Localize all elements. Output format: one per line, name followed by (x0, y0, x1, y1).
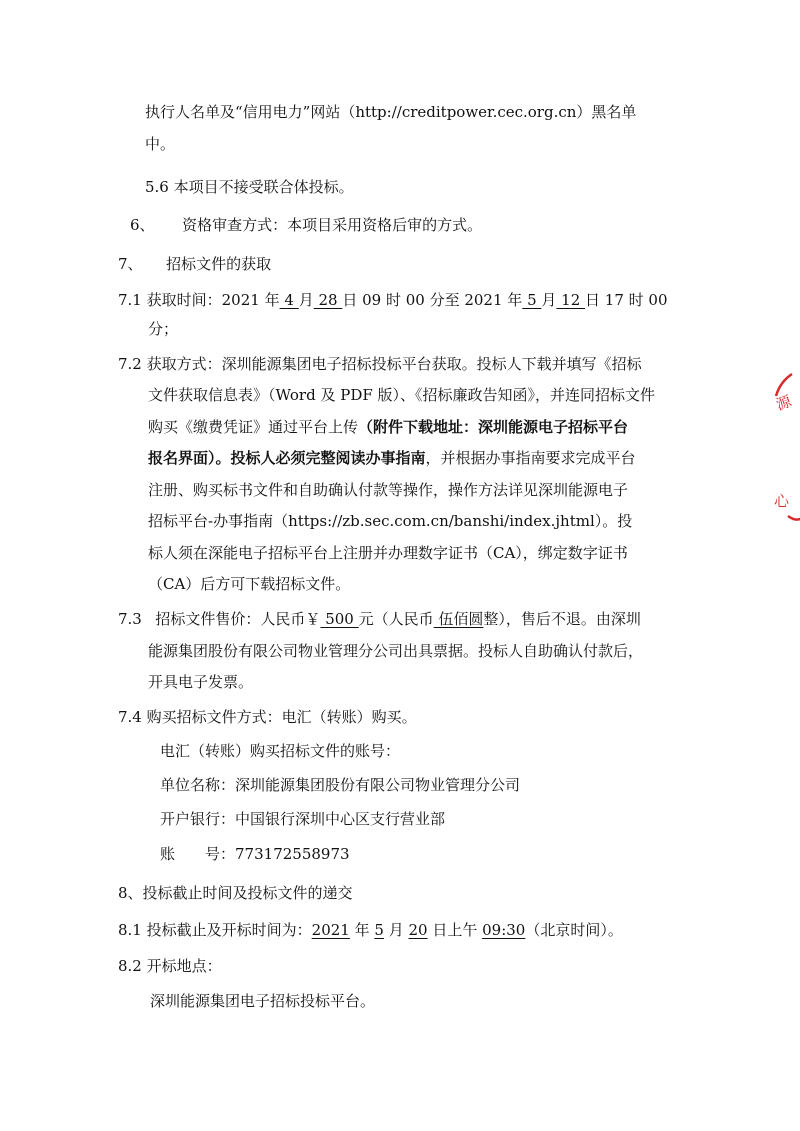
month-label: 月 (383, 921, 409, 939)
item-7-2-line4-text: ，并根据办事指南要求完成平台 (425, 449, 636, 467)
section-8-heading (118, 882, 353, 904)
end-month: 5 (522, 291, 542, 309)
section-6 (130, 214, 482, 236)
item-7-2-line3 (148, 416, 628, 438)
start-day: 28 (313, 291, 343, 309)
item-7-3-line2: 能源集团股份有限公司物业管理分公司出具票据。投标人自助确认付款后， (148, 642, 644, 660)
year-label: 年 (349, 921, 375, 939)
item-7-1-number: 7.1 (118, 291, 142, 309)
account-number-line (160, 843, 350, 865)
item-7-2-line1 (118, 353, 642, 375)
item-7-4-text: 购买招标文件方式：电汇（转账）购买。 (146, 708, 417, 726)
item-7-2-line7: 标人须在深能电子招标平台上注册并办理数字证书（CA），绑定数字证书 (148, 544, 628, 562)
item-8-2 (118, 955, 222, 977)
s5-line2: 中。 (145, 135, 176, 153)
month-label: 月 (541, 291, 557, 309)
item-7-1-line1 (118, 289, 668, 311)
seal-character: 源 (773, 391, 794, 414)
item-7-2-line4 (148, 447, 636, 469)
account-unit-name: 单位名称：深圳能源集团股份有限公司物业管理分公司 (160, 776, 521, 794)
start-month: 4 (279, 291, 299, 309)
item-7-3-post: 整），售后不退。由深圳 (483, 610, 641, 628)
day-label: 日上午 (427, 921, 483, 939)
item-7-3-text: 招标文件售价：人民币￥ (155, 610, 321, 628)
item-8-1 (118, 919, 623, 941)
item-7-4-number: 7.4 (118, 708, 142, 726)
item-7-1-line2: 分； (148, 320, 179, 338)
item-7-1-mid: 日 09 时 00 分至 2021 年 (342, 291, 523, 309)
item-7-2-line2: 文件获取信息表》（Word 及 PDF 版）、《招标廉政告知函》，并连同招标文件 (148, 386, 656, 404)
month-label: 月 (298, 291, 314, 309)
account-intro: 电汇（转账）购买招标文件的账号： (160, 742, 401, 760)
item-7-3-line1 (118, 608, 641, 630)
section-8-number: 8、 (118, 884, 143, 902)
account-bank: 开户银行：中国银行深圳中心区支行营业部 (160, 810, 446, 828)
section-6-number: 6、 (130, 216, 155, 234)
item-7-3-line3: 开具电子发票。 (148, 673, 254, 691)
item-7-1-post: 日 17 时 00 (585, 291, 668, 309)
section-6-text: 资格审查方式：本项目采用资格后审的方式。 (182, 216, 483, 234)
price-amount: 500 (320, 610, 359, 628)
price-amount-chinese: 伍佰圆 (433, 610, 484, 628)
deadline-time: 09:30 (482, 921, 526, 939)
seal-stamp (762, 372, 800, 522)
item-7-3-mid: 元（人民币 (358, 610, 434, 628)
item-7-3-number: 7.3 (118, 610, 142, 628)
item-7-2-line5: 注册、购买标书文件和自助确认付款等操作，操作方法详见深圳能源电子 (148, 481, 629, 499)
section-7-number: 7、 (118, 255, 143, 273)
item-8-2-number: 8.2 (118, 957, 142, 975)
seal-character: 心 (774, 492, 790, 510)
item-7-2-number: 7.2 (118, 355, 142, 373)
item-5-6: 5.6 本项目不接受联合体投标。 (145, 178, 354, 196)
section-7-heading (118, 253, 271, 275)
item-8-2-text: 开标地点： (146, 957, 222, 975)
attachment-note: （附件下载地址：深圳能源电子招标平台 (358, 418, 629, 436)
section-8-title: 投标截止时间及投标文件的递交 (142, 884, 353, 902)
account-number: 773172558973 (235, 845, 350, 863)
item-7-1-text: 获取时间：2021 年 (146, 291, 280, 309)
item-8-1-number: 8.1 (118, 921, 142, 939)
section-7-title: 招标文件的获取 (166, 255, 272, 273)
s5-line1: 执行人名单及“信用电力”网站（http://creditpower.cec.org.cn）黑名单 (145, 103, 637, 121)
timezone-note: （北京时间）。 (525, 921, 623, 939)
item-7-2-text: 获取方式：深圳能源集团电子招标投标平台获取。投标人下载并填写《招标 (146, 355, 642, 373)
item-7-2-line8: （CA）后方可下载招标文件。 (148, 575, 351, 593)
item-7-4 (118, 706, 417, 728)
deadline-day: 20 (408, 921, 428, 939)
bid-opening-place: 深圳能源集团电子招标投标平台。 (150, 992, 376, 1010)
deadline-year: 2021 (311, 921, 350, 939)
end-day: 12 (556, 291, 586, 309)
deadline-month: 5 (374, 921, 384, 939)
item-8-1-text: 投标截止及开标时间为： (146, 921, 312, 939)
guide-notice: 报名界面）。投标人必须完整阅读办事指南 (148, 449, 426, 467)
item-7-2-line3-text: 购买《缴费凭证》通过平台上传 (148, 418, 359, 436)
account-number-label: 账 号： (160, 845, 236, 863)
item-7-2-line6: 招标平台-办事指南（https://zb.sec.com.cn/banshi/index.jhtml）。投 (148, 512, 633, 530)
